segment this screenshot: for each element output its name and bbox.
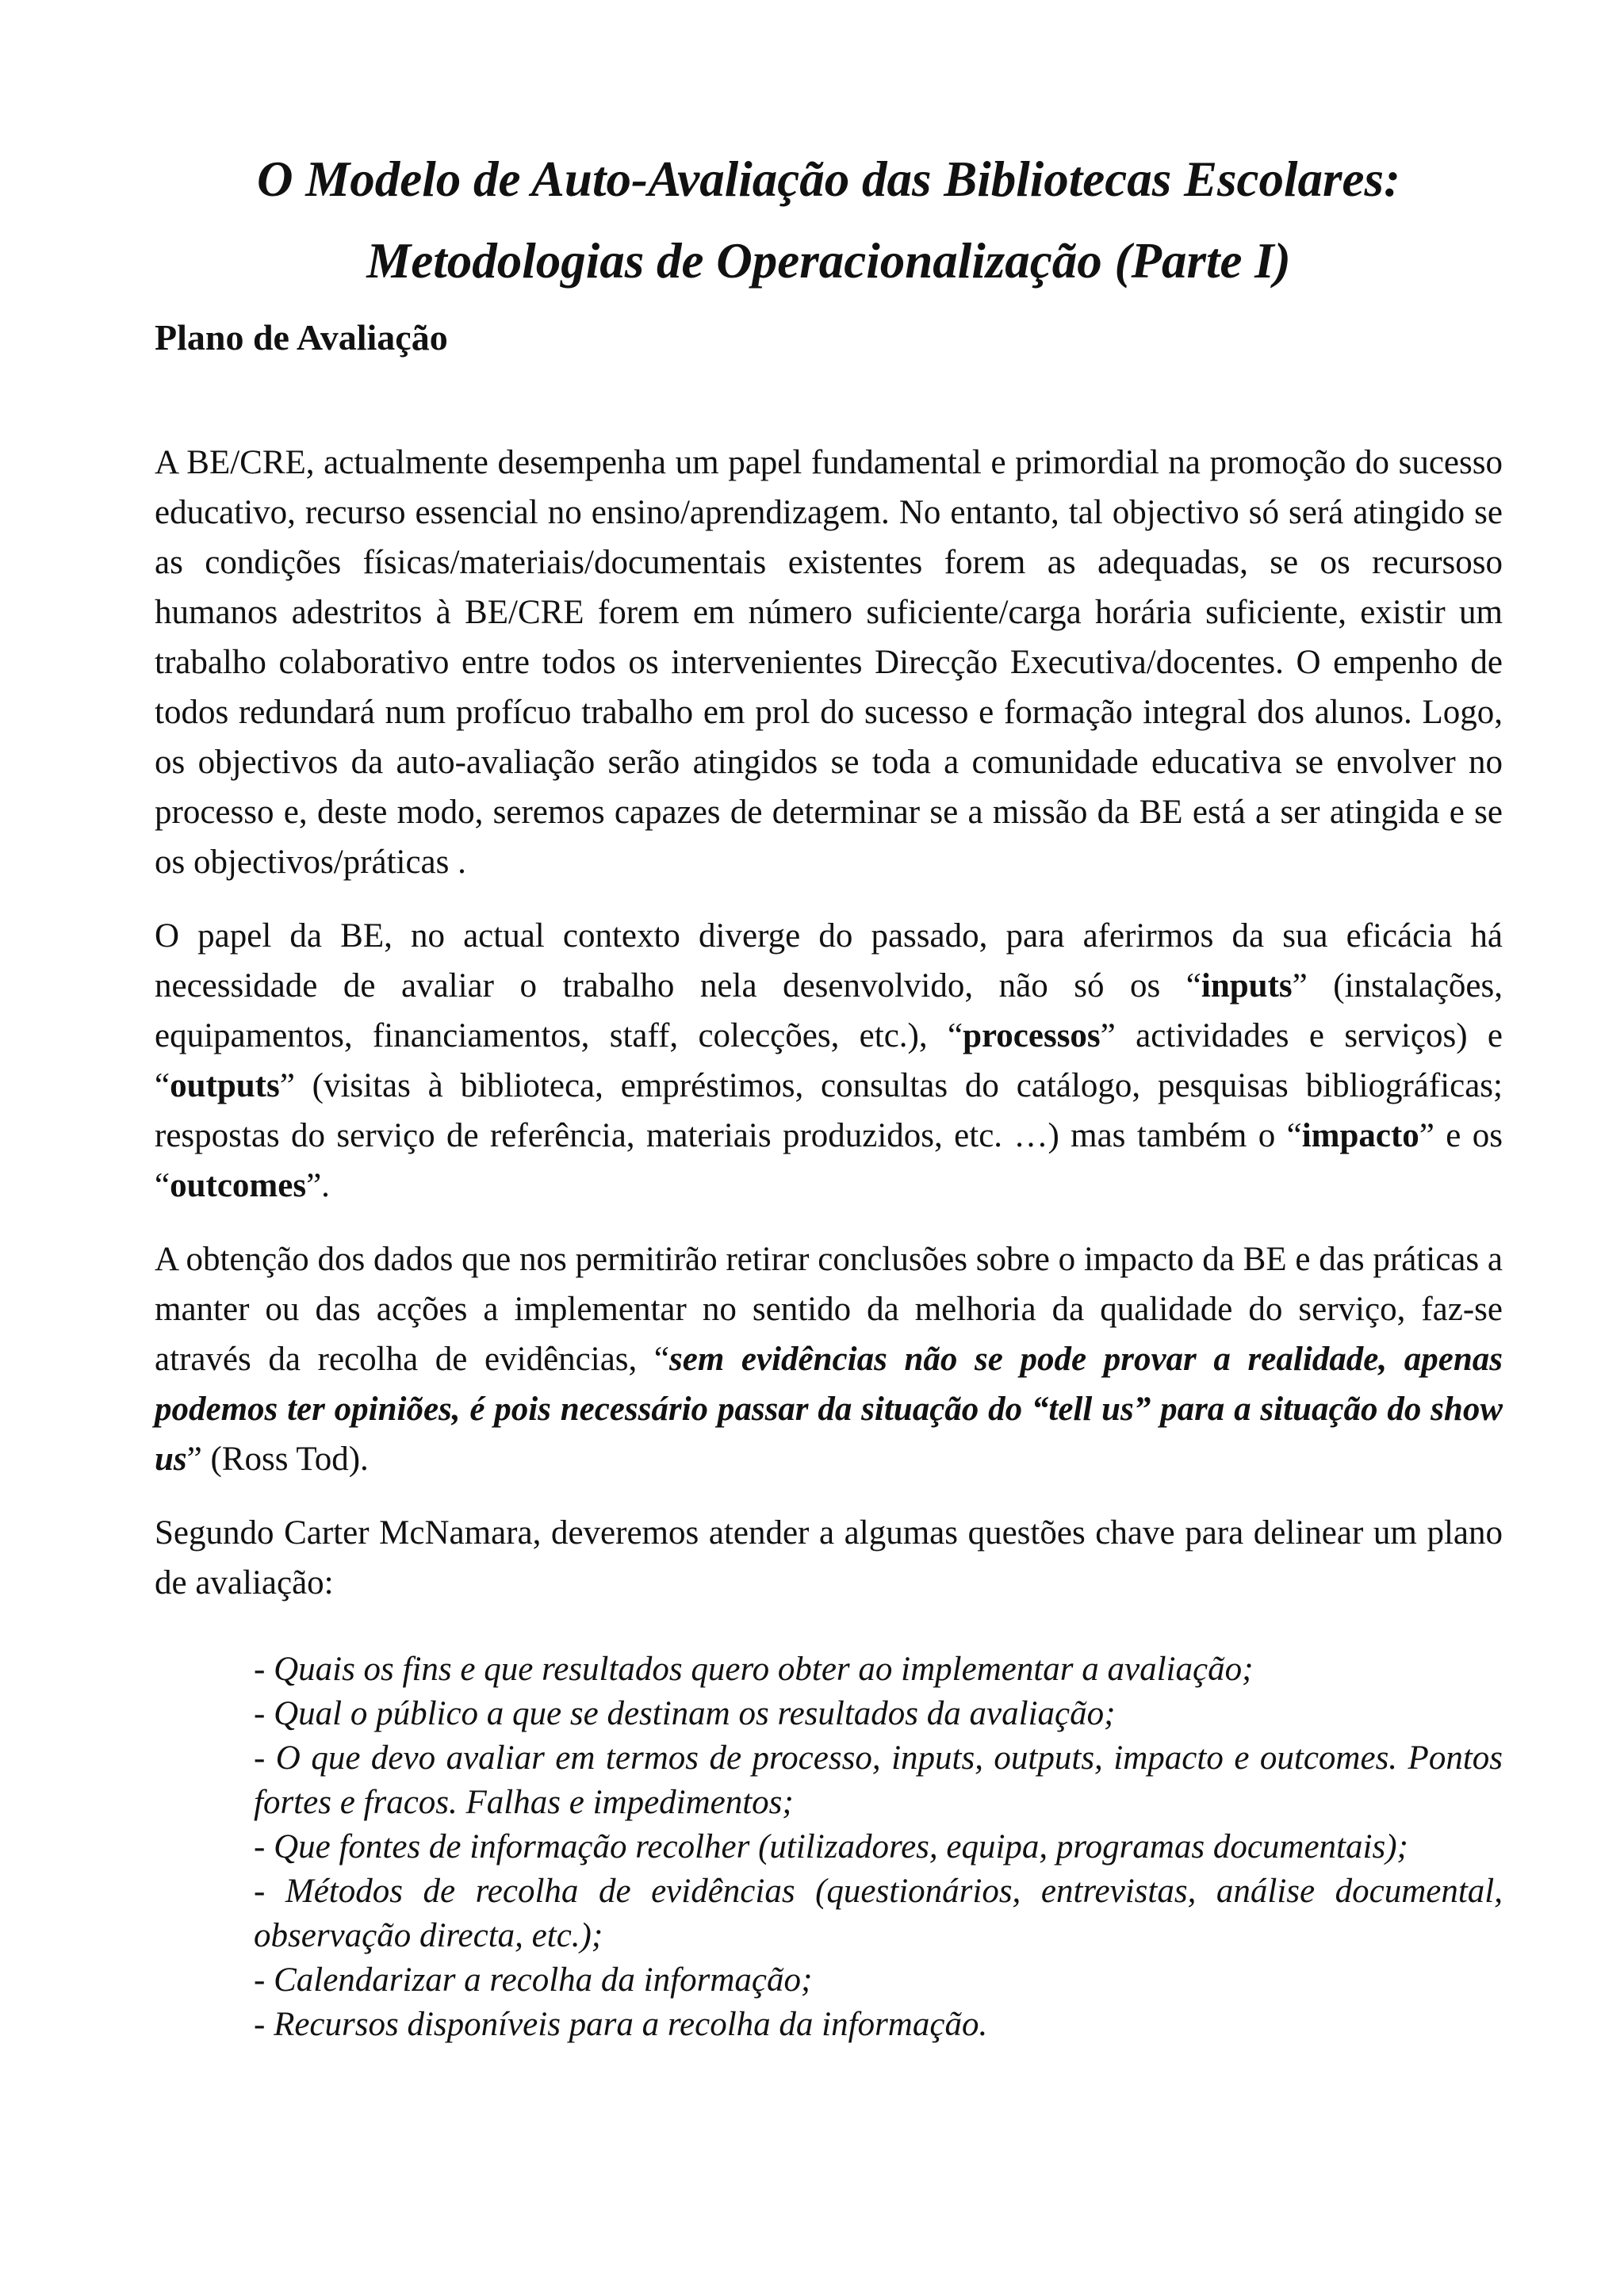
list-item: - Que fontes de informação recolher (utilizadores, equipa, programas documentais); (254, 1827, 1408, 1866)
p3-quote: sem evidências não se pode provar a realidade, apenas podemos ter opiniões, é pois necessário passar da situação do “tell us” para a situação do show us (155, 1340, 1503, 1478)
section-heading: Plano de Avaliação (155, 317, 448, 358)
p2-text-5: ” e os “ (155, 1116, 1503, 1204)
key-questions-list (254, 1647, 1503, 2047)
list-item: - Calendarizar a recolha da informação; (254, 1961, 813, 1999)
p2-text-6: ”. (306, 1166, 330, 1204)
p2-bold-outputs: outputs (170, 1066, 280, 1104)
p2-bold-processos: processos (963, 1016, 1101, 1054)
p2-bold-impacto: impacto (1301, 1116, 1419, 1154)
title-line-2: Metodologias de Operacionalização (Parte I) (366, 233, 1291, 289)
p2-bold-inputs: inputs (1201, 966, 1293, 1004)
list-item: - O que devo avaliar em termos de processo, inputs, outputs, impacto e outcomes. Pontos fortes e fracos. Falhas e impedimentos; (254, 1739, 1503, 1821)
p2-text-1: O papel da BE, no actual contexto diverge do passado, para aferirmos da sua eficácia há necessidade de avaliar o trabalho nela desenvolvido, não só os “ (155, 916, 1503, 1004)
p2-text-4: ” (visitas à biblioteca, empréstimos, consultas do catálogo, pesquisas bibliográficas; respostas do serviço de referência, materiais produzidos, etc. …) mas também o “ (155, 1066, 1503, 1154)
title-line-1: O Modelo de Auto-Avaliação das Bibliotecas Escolares: (257, 151, 1400, 207)
paragraph-4: Segundo Carter McNamara, deveremos atender a algumas questões chave para delinear um plano de avaliação: (155, 1513, 1503, 1601)
p2-text-3: ” actividades e serviços) e “ (155, 1016, 1503, 1104)
p2-bold-outcomes: outcomes (170, 1166, 307, 1204)
list-item: - Métodos de recolha de evidências (questionários, entrevistas, análise documental, observação directa, etc.); (254, 1872, 1503, 1954)
p3-text-1: A obtenção dos dados que nos permitirão retirar conclusões sobre o impacto da BE e das práticas a manter ou das acções a implementar no sentido da melhoria da qualidade do serviço, faz-se através da recolha de evidências, “ (155, 1240, 1503, 1378)
paragraph-2 (155, 911, 1503, 1211)
p2-text-2: ” (instalações, equipamentos, financiamentos, staff, colecções, etc.), “ (155, 966, 1503, 1054)
document-title (155, 151, 1503, 289)
p3-text-2: ” (Ross Tod). (186, 1440, 369, 1478)
list-item: - Quais os fins e que resultados quero obter ao implementar a avaliação; (254, 1650, 1254, 1688)
list-item: - Qual o público a que se destinam os resultados da avaliação; (254, 1694, 1116, 1732)
list-item: - Recursos disponíveis para a recolha da informação. (254, 2005, 988, 2043)
document-page (155, 151, 1503, 2047)
paragraph-1: A BE/CRE, actualmente desempenha um papel fundamental e primordial na promoção do sucesso educativo, recurso essencial no ensino/aprendizagem. No entanto, tal objectivo só será atingido se as condições físicas/materiais/documentais existentes forem as adequadas, se os recursoso humanos adestritos à BE/CRE forem em número suficiente/carga horária suficiente, existir um trabalho colaborativo entre todos os intervenientes Direcção Executiva/docentes. O empenho de todos redundará num profícuo trabalho em prol do sucesso e formação integral dos alunos. Logo, os objectivos da auto-avaliação serão atingidos se toda a comunidade educativa se envolver no processo e, deste modo, seremos capazes de determinar se a missão da BE está a ser atingida e se os objectivos/práticas . (155, 443, 1503, 881)
paragraph-3 (155, 1234, 1503, 1484)
